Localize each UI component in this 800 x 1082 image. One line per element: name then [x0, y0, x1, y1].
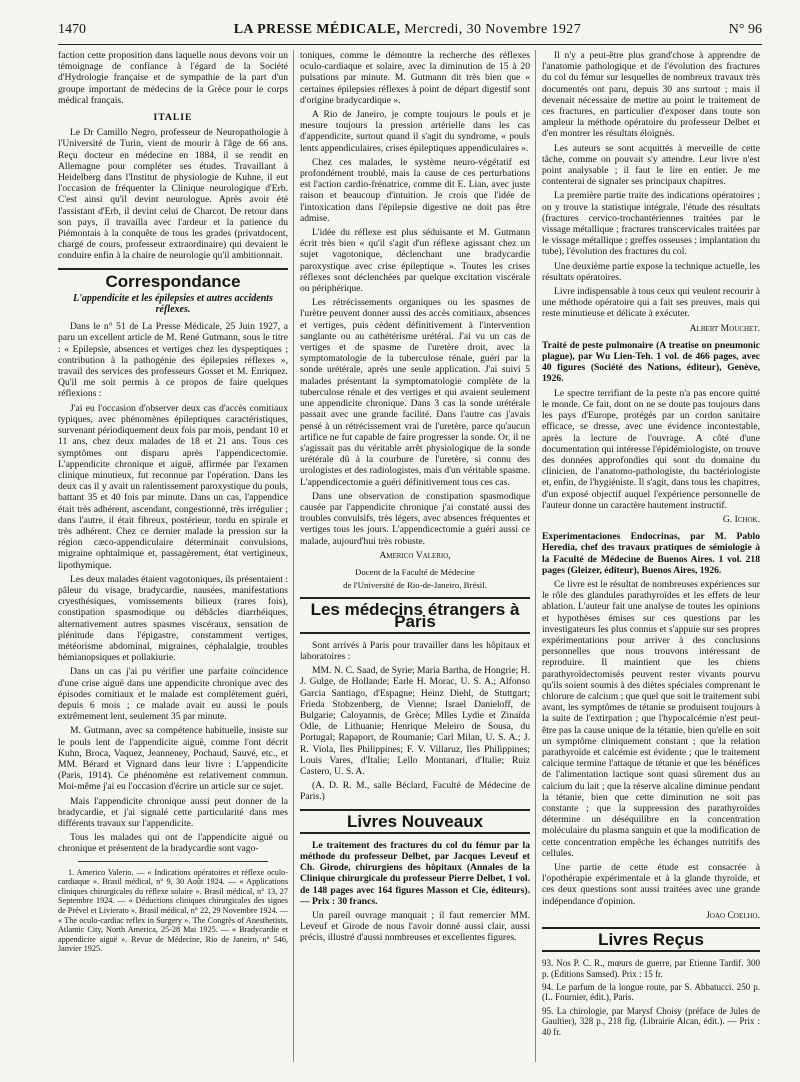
paragraph: A Rio de Janeiro, je compte toujours le pouls et je mesure toujours la pression artérielle dans les cas d'appendicite, surtout quand il s'agit du syndrome, « pouls lents appendiculaires, crises épileptiques appendiculaires ».	[300, 109, 530, 154]
column-1	[58, 50, 288, 957]
section-heading-italie: ITALIE	[153, 112, 193, 124]
review-signature: Albert Mouchet.	[689, 322, 760, 334]
column-divider	[535, 50, 536, 1062]
paragraph: Dans un cas j'ai pu vérifier une parfaite coïncidence d'une crise aiguë dans une appendicite chronique avec des épisodes comitiaux et le malade est complètement guéri, depuis 6 mois ; ce malade avait eu aussi le pouls extrêmement lent, seulement 35 par minute.	[58, 666, 288, 723]
paragraph: Les rétrécissements organiques ou les spasmes de l'urètre peuvent donner aussi des accès comitiaux, absences et vertiges, puis cèdent définitivement à l'intervention sanglante ou au cathétérisme urétéral. J'ai vu un cas de vertiges et de spasme de l'uretère droit, avec la symptomatologie de la tuberculose rénale, guéri par la sonde urétérale, après une seule application. J'ai suivi 5 malades présentant la symptomatologie complète de la tuberculose rénale et des vertiges et qui avaient seulement une appendicite chronique. Dans 3 cas la sonde urétérale passait avec une grande facilité. Dans l'autre cas j'avais pensé à un rétrécissement vrai de l'uretère, parce qu'aucun artifice ne fut capable de faire progresser la sonde. Or, il ne s'agissait pas du véritable arrêt physiologique de la sonde urétérale dû à la courbure de l'uretère, si connu des urologistes et des radiologistes, mais d'un véritable spasme. L'appendicectomie a guéri définitivement tous ces cas.	[300, 297, 530, 488]
paragraph: Livre indispensable à tous ceux qui veulent recourir à une méthode opératoire qui a fait ses preuves, mais qui reste minutieuse et délicate à exécuter.	[542, 286, 760, 320]
page-number: 1470	[58, 22, 86, 37]
received-book: 95. La chirologie, par Marysf Choisy (préface de Jules de Gaultier), 328 p., 218 fig. (Librairie Alcan, édit.). — Prix : 40 fr.	[542, 1005, 760, 1037]
paragraph: Dans une observation de constipation spasmodique causée par l'appendicite chronique j'ai constaté aussi des troubles convulsifs, très légers, avec absences fréquentes et vertiges tous les jours. L'appendicectomie a guéri aussi ce malade, aujourd'hui très robuste.	[300, 490, 530, 547]
paragraph: Tous les malades qui ont de l'appendicite aiguë ou chronique et présentent de la bradycardie sont vago-	[58, 832, 288, 855]
paragraph: Le spectre terrifiant de la peste n'a pas encore quitté le monde. Ce fait, dont on ne se doute pas toujours dans les pays d'Europe, protégés par un cordon sanitaire efficace, se dresse, avec une évidence incontestable, après la lecture de l'ouvrage. A côté d'une documentation qui intéresse l'épidémiologiste, on trouve des données approfondies qui sont du domaine du clinicien, de l'anatomo-pathologiste, du bactériologiste et, enfin, de l'hygiéniste. Il s'agit, dans tous les chapitres, d'un exposé objectif auquel l'expérience personnelle de l'auteur donne un caractère hautement instructif.	[542, 387, 760, 511]
book-entry: Le traitement des fractures du col du fémur par la méthode du professeur Delbet, par Jacques Leveuf et Ch. Girode, chirurgiens des hôpitaux (Annales de la Clinique chirurgicale du professeur Pierre Delbet, 1 vol. de 148 pages avec 164 figures Masson et Cie, éditeurs). — Prix : 30 francs.	[300, 839, 530, 907]
paragraph: MM. N. C. Saad, de Syrie; Maria Bartha, de Hongrie; H. J. Gulge, de Hollande; Earle H. Morac, U. S. A.; Alfonso Garcia Santiago, d'Espagne; Heinz Diehl, de Stuttgart; Frieda Stobzenberg, de Vienne; Israel Danieloff, de Bulgarie; Caloyannis, de Grèce; Mlles Lydie et Zinaïda Odle, de Lithuanie; Henrique Meleiro de Sousa, du Portugal; Rapaport, de Roumanie; Carl Milan, U. S. A.; J. R. Viola, Iles Philippines; F. V. Villaruz, Iles Philippines; Louis Vares, d'Italie; Lello Montanari, d'Italie; Ruiz Castero, U. S. A.	[300, 665, 530, 777]
paragraph: Une partie de cette étude est consacrée à l'opothérapie expérimentale et à la glande thyroïde, et ces deux questions sont aussi traitées avec une grande indépendance d'opinion.	[542, 862, 760, 907]
received-books-list	[542, 958, 760, 1037]
article-subtitle: L'appendicite et les épilepsies et autres accidents réflexes.	[73, 292, 273, 316]
paragraph: Les deux malades étaient vagotoniques, ils présentaient : pâleur du visage, bradycardie, nausées, manifestations cryesthésiques, vomissements bilieux (rares fois), constipation spasmodique ou débâcles diarrhéiques, alternativement autres spasmes viscéraux, sensation de plénitude dans l'épigastre, constamment vertiges, météorisme abdominal, migraines, céphalalgie, troubles hémianopsiques et pollakiurie.	[58, 573, 288, 664]
paragraph: Un pareil ouvrage manquait ; il faut remercier MM. Leveuf et Girode de nous l'avoir donné aussi clair, aussi précis, illustré d'aussi nombreuses et excellentes figures.	[300, 910, 530, 944]
paragraph: Sont arrivés à Paris pour travailler dans les hôpitaux et laboratoires :	[300, 639, 530, 662]
paragraph: La première partie traite des indications opératoires ; on y trouve la statistique intégrale, l'étude des résultats (fractures cervico-trochantériennes traitées par le vissage métallique ; fractures transcervicales traitées par le vissage métallique ; greffes osseuses ; implantation du tube), l'évolution des fractures du col.	[542, 190, 760, 258]
paragraph: Il n'y a peut-être plus grand'chose à apprendre de l'anatomie pathologique et de l'évolution des fractures du col du fémur sur lesquelles de nombreux travaux très documentés ont paru, depuis 30 ans surtout ; mais il devenait nécessaire de mettre au point le traitement de ces fractures, en particulier d'exposer dans toute son ampleur la méthode opératoire du professeur Delbet et d'en montrer les résultats éloignés.	[542, 50, 760, 140]
header-rule	[58, 44, 762, 45]
livres-nouveaux-title: Livres Nouveaux	[300, 809, 530, 834]
journal-title: LA PRESSE MÉDICALE,	[233, 22, 401, 37]
paragraph: Chez ces malades, le système neuro-végétatif est profondément troublé, mais la cause de ces perturbations est l'action cardio-frénatrice, comme dit E. Lian, avec juste raison et beaucoup d'intuition. Je crois que l'idée de l'intoxication dans l'épilepsie digestive ne doit pas être admise.	[300, 156, 530, 224]
paragraph: Mais l'appendicite chronique aussi peut donner de la bradycardie, et j'ai signalé cette particularité dans mes différents travaux sur l'appendicite.	[58, 795, 288, 829]
column-3	[542, 50, 760, 1040]
received-book: 93. Nos P. C. R., mœurs de guerre, par Etienne Tardif. 300 p. (Editions Samsed). Prix : 15 fr.	[542, 958, 760, 979]
paragraph: Les auteurs se sont acquittés à merveille de cette tâche, comme on pouvait s'y attendre. Leur livre n'est point analysable ; il faut le lire en entier. Je me contenterai de signaler ses principaux chapitres.	[542, 142, 760, 188]
paragraph: L'idée du réflexe est plus séduisante et M. Gutmann écrit très bien « qu'il s'agit d'un réflexe agissant chez un sujet vagotonique, déclenchant une bradycardie paroxystique avec crise épileptique ». Toutes les crises réflexes sont déclenchées par quelque excitation viscérale ou périphérique.	[300, 227, 530, 295]
issue-number: N° 96	[728, 22, 762, 37]
paragraph: toniques, comme le démontre la recherche des réflexes oculo-cardiaque et solaire, avec la diminution de 15 à 20 pulsations par minute. M. Gutmann dit très bien que « certaines épilepsies réflexes à point de départ digestif sont d'origine bradycardique ».	[300, 50, 530, 106]
paragraph: Dans le n° 51 de La Presse Médicale, 25 Juin 1927, a paru un excellent article de M. René Gutmann, sous le titre : « Epilepsie, absences et vertiges chez les dyspeptiques ; contribution à la pathogénie des épilepsies réflexes », travail des services des professeurs Gosset et M. Enriquez. Qu'il me soit permis à ce propos de faire quelques réflexions :	[58, 321, 288, 400]
paragraph: J'ai eu l'occasion d'observer deux cas d'accès comitiaux typiques, avec phénomènes épileptiques caractéristiques, survenant périodiquement deux fois par mois, pendant 10 et 11 ans, chez deux malades de 18 et 21 ans. Tous ces symptômes ont disparu après l'appendicectomie. L'appendicite chronique et aiguë, affirmée par l'examen clinique minutieux, fut reconnue par l'opération. Dans les deux cas il y avait un ralentissement paroxystique du pouls, battant 35 et 40 fois par minute. Dans un cas, l'appendice était très adhérent, ascendant, congestionné, très irrégulier ; dans l'autre, il était fibreux, postérieur, tordu en spirale et très adhérent. Chez ce dernier malade la pression sur la région cæco-appendiculaire déterminait convulsions, migraine ophtalmique et, passagèrement, état vertigineux, lipothymique.	[58, 402, 288, 571]
page-header	[58, 22, 762, 42]
column-2	[300, 50, 530, 947]
issue-date: Mercredi, 30 Novembre 1927	[404, 22, 582, 37]
book-entry: Experimentaciones Endocrinas, par M. Pablo Heredia, chef des travaux pratiques de sémiologie à la Faculté de Médecine de Buenos Aires. 1 vol. 218 pages (Gleizer, éditeur), Buenos Aires, 1926.	[542, 531, 760, 576]
review-signature: Joao Coelho.	[706, 909, 760, 921]
paragraph: Ce livre est le résultat de nombreuses expériences sur le rôle des glandules parathyroïdes et les effets de leur ablation. L'auteur fait une analyse de toutes les opinions et hypothèses émises sur ces questions par les investigateurs les plus connus et s'appuie sur ses propres expérimentations pour arriver à des conclusions personnelles que nous trouvons intéressant de reproduire. Il maintient que les chiens parathyroïdectomisés peuvent rester vivants pourvu qu'ils soient soumis à des diètes spéciales comprenant le chlorure de calcium ; que quel que soit le traitement subi avant, les symptômes de tétanie se produisent toujours à la suite de l'extirpation ; que l'hypocalcémie n'est peut-être pas la cause unique de la tétanie, bien qu'elle en soit un symptôme cliniquement constant ; que la relation parathyroïde et calcémie est évidente ; que le traitement calcique termine l'attaque de tétanie et que les bénéfices de l'alimentation lactique sont quasi sûrement dus au calcium du lait ; que la réserve alcaline diminue pendant la tétanie, bien que cette diminution ne soit pas constante ; que la suppression des parathyroïdes détermine un déséquilibre en la concentration moléculaire du plasma sanguin et que la modification de cette concentration empêche les échanges nutritifs des cellules.	[542, 578, 760, 859]
paragraph: (A. D. R. M., salle Béclard, Faculté de Médecine de Paris.)	[300, 780, 530, 803]
header-center	[234, 22, 581, 38]
footnote: 1. Americo Valerio. — « Indications opératoires et réflexe oculo-cardiaque ». Brasil médical, n° 9, 30 Août 1924. — « Applications cliniques chirurgicales du réflexe solaire ». Brasil médical, n° 13, 27 Septembre 1924. — « Déductions cliniques chirurgicales des signes de Prével et Livierato ». Brasil médical, n° 22, 29 Novembre 1924. — « The oculo-cardiac reflex in Surgery ». The Congrès of Anesthetists, Atlantic City, North America, 25-28 Mai 1925. — « Bradycardie et appendicite aiguë ». Revue de Médecine, Rio de Janeiro, n° 546, Janvier 1925.	[58, 867, 288, 954]
received-book: 94. Le parfum de la longue route, par S. Abbatucci. 250 p. (L. Fournier, édit.), Paris.	[542, 982, 760, 1003]
signature-line: Docent de la Faculté de Médecine	[355, 566, 475, 577]
book-entry: Traité de peste pulmonaire (A treatise on pneumonic plague), par Wu Lien-Teh. 1 vol. de 466 pages, avec 40 figures (Société des Nations, éditeur), Genève, 1926.	[542, 339, 760, 385]
signature-name: Americo Valerio,	[379, 549, 451, 561]
paragraph: Le Dr Camillo Negro, professeur de Neuropathologie à l'Université de Turin, vient de mourir à l'âge de 66 ans. Reçu docteur en médecine en 1884, il se rendit en Allemagne pour compléter ses études. Travaillant à Heidelberg dans l'Institut de physiologie de Kuhne, il eut l'occasion de fréquenter la Clinique neurologique d'Erb. C'est ainsi qu'il devint neurologue. Après avoir été l'assistant d'Erb, il devint celui de Charcot. De retour dans son pays, il travailla avec l'ardeur et la patience du Piémontais à la conquête de tous les grades (privatdocent, chargé de cours, professeur extraordinaire) qui devaient le conduire enfin à la chaire de neurologie qu'il ambitionnait.	[58, 127, 288, 262]
review-signature: G. Ichok.	[722, 513, 760, 525]
livres-recus-title: Livres Reçus	[542, 927, 760, 952]
correspondance-title: Correspondance	[105, 271, 241, 291]
footnotes	[58, 868, 288, 954]
footnote-divider	[78, 861, 268, 862]
paragraph: Une deuxième partie expose la technique actuelle, les résultats opératoires.	[542, 260, 760, 283]
paragraph: M. Gutmann, avec sa compétence habituelle, insiste sur le pouls lent de l'appendicite aiguë, comme l'ont décrit Kuhn, Broca, Vaquez, Jeanneney, Pochaud, Sauvé, etc., et MM. Bérard et Vignard dans leur livre : L'appendicite (Paris, 1914). Ce phénomène est relativement commun. Moi-même j'ai eu l'occasion d'écrire un article sur ce sujet.	[58, 725, 288, 793]
column-divider	[293, 50, 294, 1062]
paragraph: faction cette proposition dans laquelle nous devons voir un témoignage de confiance à l'égard de la Société d'Hydrologie française et de sympathie de la part d'un groupe important de médecins de la Grèce pour le corps médical français.	[58, 50, 288, 106]
divider	[58, 268, 288, 270]
medecins-title: Les médecins étrangers à Paris	[300, 597, 530, 633]
signature-line: de l'Université de Rio-de-Janeiro, Brésil.	[343, 580, 487, 591]
